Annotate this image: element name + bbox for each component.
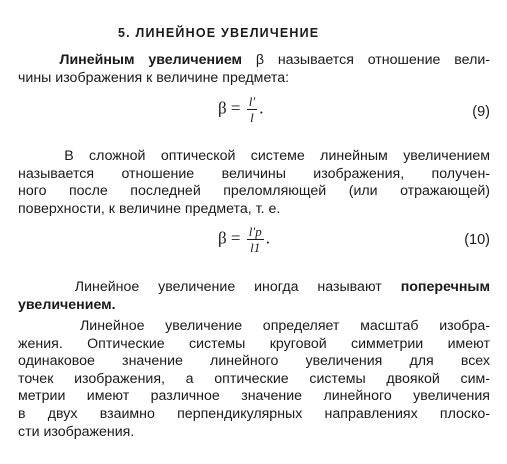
definition-paragraph (18, 52, 490, 87)
equation-number-10: (10) (464, 232, 490, 248)
definition-line-2: чины изображения к величине предмета: (18, 69, 290, 86)
formula-10 (218, 224, 270, 255)
p4-line-3: одинаковое значение линейного увеличения для всех (18, 353, 490, 370)
equation-number-9: (9) (472, 104, 490, 120)
p4-line-6: в двух взаимно перпендикулярных направлениях плоско- (18, 405, 490, 422)
formula-9-numerator: l′ (248, 94, 256, 109)
p4-line-1-text: Линейное увеличение определяет масштаб изобра- (79, 318, 490, 334)
p2-line-1 (18, 148, 490, 166)
p3-line-1 (18, 279, 490, 297)
p4-line-5: метрии имеют различное значение линейного увеличения (18, 388, 490, 405)
p2-line-2: называется отношение величины изображения, получен- (18, 165, 490, 182)
p4-line-1 (18, 318, 490, 336)
p4-line-7: сти изображения. (18, 423, 135, 440)
transverse-paragraph (18, 279, 490, 314)
formula-9-period: . (259, 98, 264, 118)
p2-line-1-text: В сложной оптической системе линейным увеличением (64, 148, 490, 164)
formula-10-lhs: β = (218, 228, 241, 248)
p4-line-4: точек изображения, а оптические системы двоякой сим- (18, 370, 490, 387)
transverse-term: поперечным (400, 279, 491, 295)
formula-9-fraction (247, 94, 257, 125)
defined-term: Линейным увеличением (59, 52, 243, 68)
complex-system-paragraph (18, 148, 490, 218)
transverse-term-2: увеличением. (18, 296, 116, 313)
scale-paragraph (18, 318, 490, 441)
formula-9-lhs: β = (218, 98, 241, 118)
formula-10-numerator: l′p (248, 224, 262, 239)
p4-line-2: жения. Оптические системы круговой симметрии имеют (18, 335, 490, 352)
section-heading: 5. ЛИНЕЙНОЕ УВЕЛИЧЕНИЕ (118, 26, 320, 40)
definition-line-1 (18, 52, 490, 70)
formula-9 (218, 94, 263, 125)
formula-10-fraction (247, 224, 264, 255)
formula-10-period: . (265, 228, 270, 248)
formula-9-denominator: l (250, 110, 254, 125)
p2-line-3: ного после последней преломляющей (или отражающей) (18, 183, 490, 200)
p3-line-1-text: Линейное увеличение иногда называют (74, 279, 401, 295)
p2-line-4: поверхности, к величине предмета, т. е. (18, 200, 281, 217)
definition-line-1-text: β называется отношение вели- (242, 52, 490, 68)
formula-10-denominator: l1 (250, 240, 261, 255)
